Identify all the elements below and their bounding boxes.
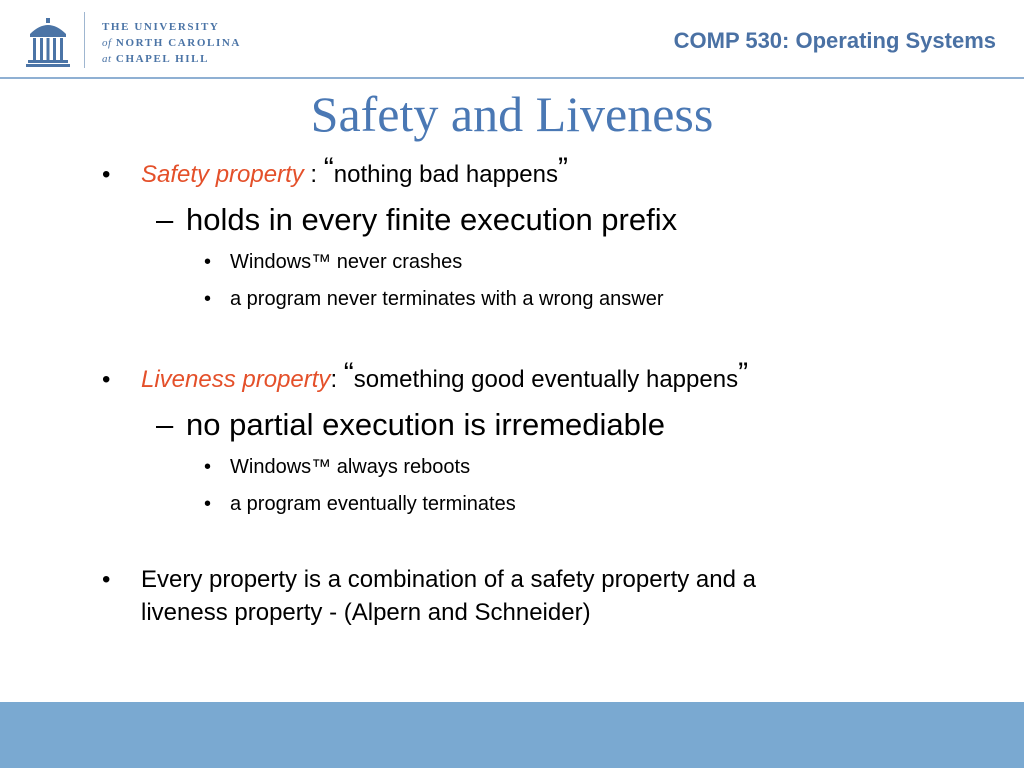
safety-bullet [141,152,568,191]
course-title: COMP 530: Operating Systems [673,28,996,53]
safety-definition: nothing bad happens [333,161,558,188]
bullet-marker: • [204,456,212,478]
liveness-open-quote: “ [343,357,354,390]
combination-line-2: liveness property - (Alpern and Schneider) [141,599,591,626]
wordmark-line-2: NORTH CAROLINA [115,37,241,49]
bullet-marker: • [102,161,111,188]
dash-marker: – [156,407,174,442]
liveness-term: Liveness property [141,366,331,393]
wordmark-line-3: CHAPEL HILL [115,53,210,65]
safety-term: Safety property [141,161,304,188]
bullet-marker: • [204,493,212,515]
safety-separator: : [303,161,324,188]
liveness-close-quote: ” [738,357,749,390]
wordmark-at: at [102,53,112,65]
wordmark-of: of [102,37,112,49]
liveness-separator: : [330,366,344,393]
liveness-example: a program eventually terminates [230,493,516,515]
safety-open-quote: “ [323,152,334,185]
slide-title: Safety and Liveness [310,86,714,142]
liveness-definition: something good eventually happens [353,366,739,393]
safety-example: a program never terminates with a wrong answer [230,288,664,310]
dash-marker: – [156,202,174,237]
bullet-marker: • [102,366,111,393]
liveness-bullet [141,357,749,396]
bullet-marker: • [204,251,212,273]
wordmark-line-1: THE UNIVERSITY [102,21,220,33]
bullet-marker: • [102,566,111,593]
bullet-marker: • [204,288,212,310]
safety-example: Windows™ never crashes [230,251,463,273]
liveness-example: Windows™ always reboots [230,456,471,478]
safety-close-quote: ” [557,152,568,185]
liveness-sub-point: no partial execution is irremediable [186,407,666,442]
safety-sub-point: holds in every finite execution prefix [186,202,678,237]
footer-bar [0,702,1024,768]
combination-line-1: Every property is a combination of a safety property and a [141,566,756,593]
